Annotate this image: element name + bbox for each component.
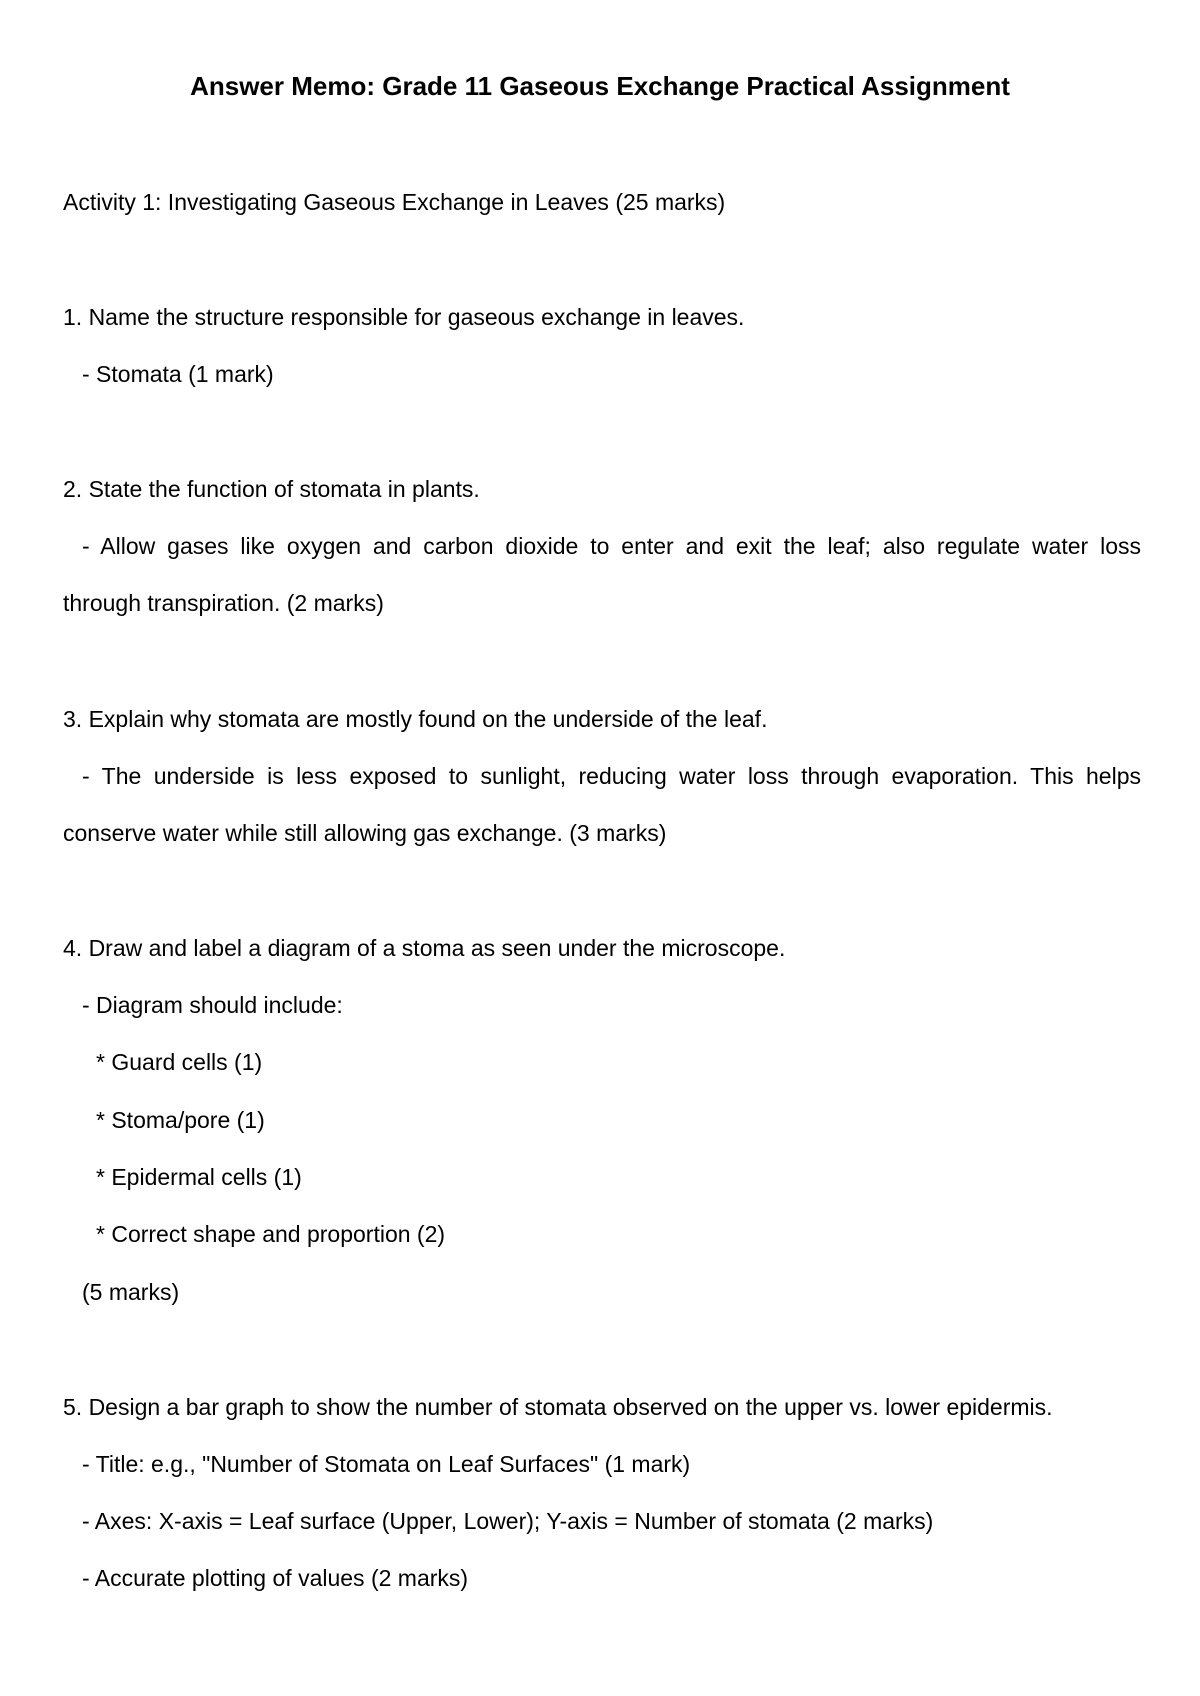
answer-4-intro: - Diagram should include:	[82, 992, 343, 1018]
question-1: 1. Name the structure responsible for gaseous exchange in leaves.	[63, 304, 745, 330]
answer-2-line-1: - Allow gases like oxygen and carbon dioxide to enter and exit the leaf; also regulate water loss	[82, 533, 1141, 559]
answer-3-line-1: - The underside is less exposed to sunlight, reducing water loss through evaporation. This helps	[82, 763, 1141, 789]
answer-1: - Stomata (1 mark)	[82, 361, 274, 387]
answer-3-line-2: conserve water while still allowing gas exchange. (3 marks)	[63, 820, 667, 846]
question-5: 5. Design a bar graph to show the number of stomata observed on the upper vs. lower epidermis.	[63, 1394, 1053, 1420]
answer-4-item: * Correct shape and proportion (2)	[96, 1221, 446, 1247]
question-2: 2. State the function of stomata in plants.	[63, 476, 480, 502]
activity-heading: Activity 1: Investigating Gaseous Exchange in Leaves (25 marks)	[63, 189, 726, 215]
answer-4-item: * Stoma/pore (1)	[96, 1107, 265, 1133]
answer-4-item: * Epidermal cells (1)	[96, 1164, 302, 1190]
answer-4-item: * Guard cells (1)	[96, 1049, 263, 1075]
answer-5-item: - Axes: X-axis = Leaf surface (Upper, Lower); Y-axis = Number of stomata (2 marks)	[82, 1508, 934, 1534]
answer-4-total: (5 marks)	[82, 1279, 180, 1305]
question-3: 3. Explain why stomata are mostly found on the underside of the leaf.	[63, 706, 768, 732]
document-title: Answer Memo: Grade 11 Gaseous Exchange Practical Assignment	[190, 71, 1010, 101]
answer-5-item: - Accurate plotting of values (2 marks)	[82, 1565, 469, 1591]
question-4: 4. Draw and label a diagram of a stoma as seen under the microscope.	[63, 935, 786, 961]
answer-5-item: - Title: e.g., "Number of Stomata on Leaf Surfaces" (1 mark)	[82, 1451, 691, 1477]
answer-2-line-2: through transpiration. (2 marks)	[63, 590, 384, 616]
